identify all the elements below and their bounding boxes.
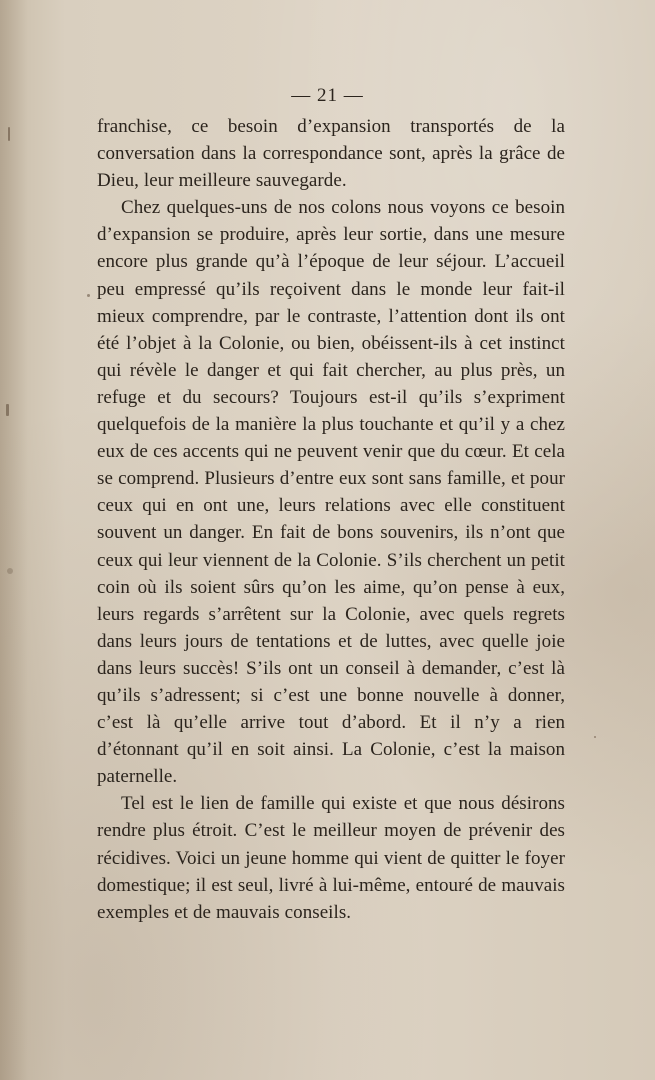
gutter-shadow xyxy=(0,0,28,1080)
paper-blemish xyxy=(7,568,13,574)
paper-blemish xyxy=(8,127,10,141)
paragraph: Chez quelques-uns de nos colons nous voyons ce besoin d’expansion se produire, après leur sortie, dans une mesure encore plus grande qu’à l’époque de leur séjour. L’accueil peu empressé qu’ils reçoivent dans le monde leur fait-il mieux comprendre, par le contraste, l’attention dont ils ont été l’objet à la Colonie, ou bien, obéissent-ils à cet instinct qui révèle le danger et qui fait chercher, au plus près, un refuge et du secours? Toujours est-il qu’ils s’expriment quelquefois de la manière la plus touchante et qu’il y a chez eux de ces accents qui ne peuvent venir que du cœur. Et cela se comprend. Plusieurs d’entre eux sont sans famille, et pour ceux qui en ont une, leurs relations avec elle constituent souvent un danger. En fait de bons souvenirs, ils n’ont que ceux qui leur viennent de la Colonie. S’ils cherchent un petit coin où ils soient sûrs qu’on les aime, qu’on pense à eux, leurs regards s’arrêtent sur la Colonie, avec quels regrets dans leurs jours de tentations et de luttes, avec quelle joie dans leurs succès! S’ils ont un conseil à demander, c’est là qu’ils s’adressent; si c’est une bonne nouvelle à donner, c’est là qu’elle arrive tout d’abord. Et il n’y a rien d’étonnant qu’il en soit ainsi. La Colonie, c’est la maison paternelle. xyxy=(97,197,565,788)
body-text xyxy=(97,113,565,926)
paper-blemish xyxy=(594,736,596,738)
paragraph: franchise, ce besoin d’expansion transportés de la conversation dans la correspondance sont, après la grâce de Dieu, leur meilleure sauvegarde. xyxy=(97,116,565,192)
paragraph: Tel est le lien de famille qui existe et que nous désirons rendre plus étroit. C’est le meilleur moyen de prévenir des récidives. Voici un jeune homme qui vient de quitter le foyer domestique; il est seul, livré à lui-même, entouré de mauvais exemples et de mauvais conseils. xyxy=(97,793,565,923)
page-number: — 21 — xyxy=(291,85,364,106)
paper-blemish xyxy=(6,404,9,416)
paper-blemish xyxy=(87,294,90,297)
